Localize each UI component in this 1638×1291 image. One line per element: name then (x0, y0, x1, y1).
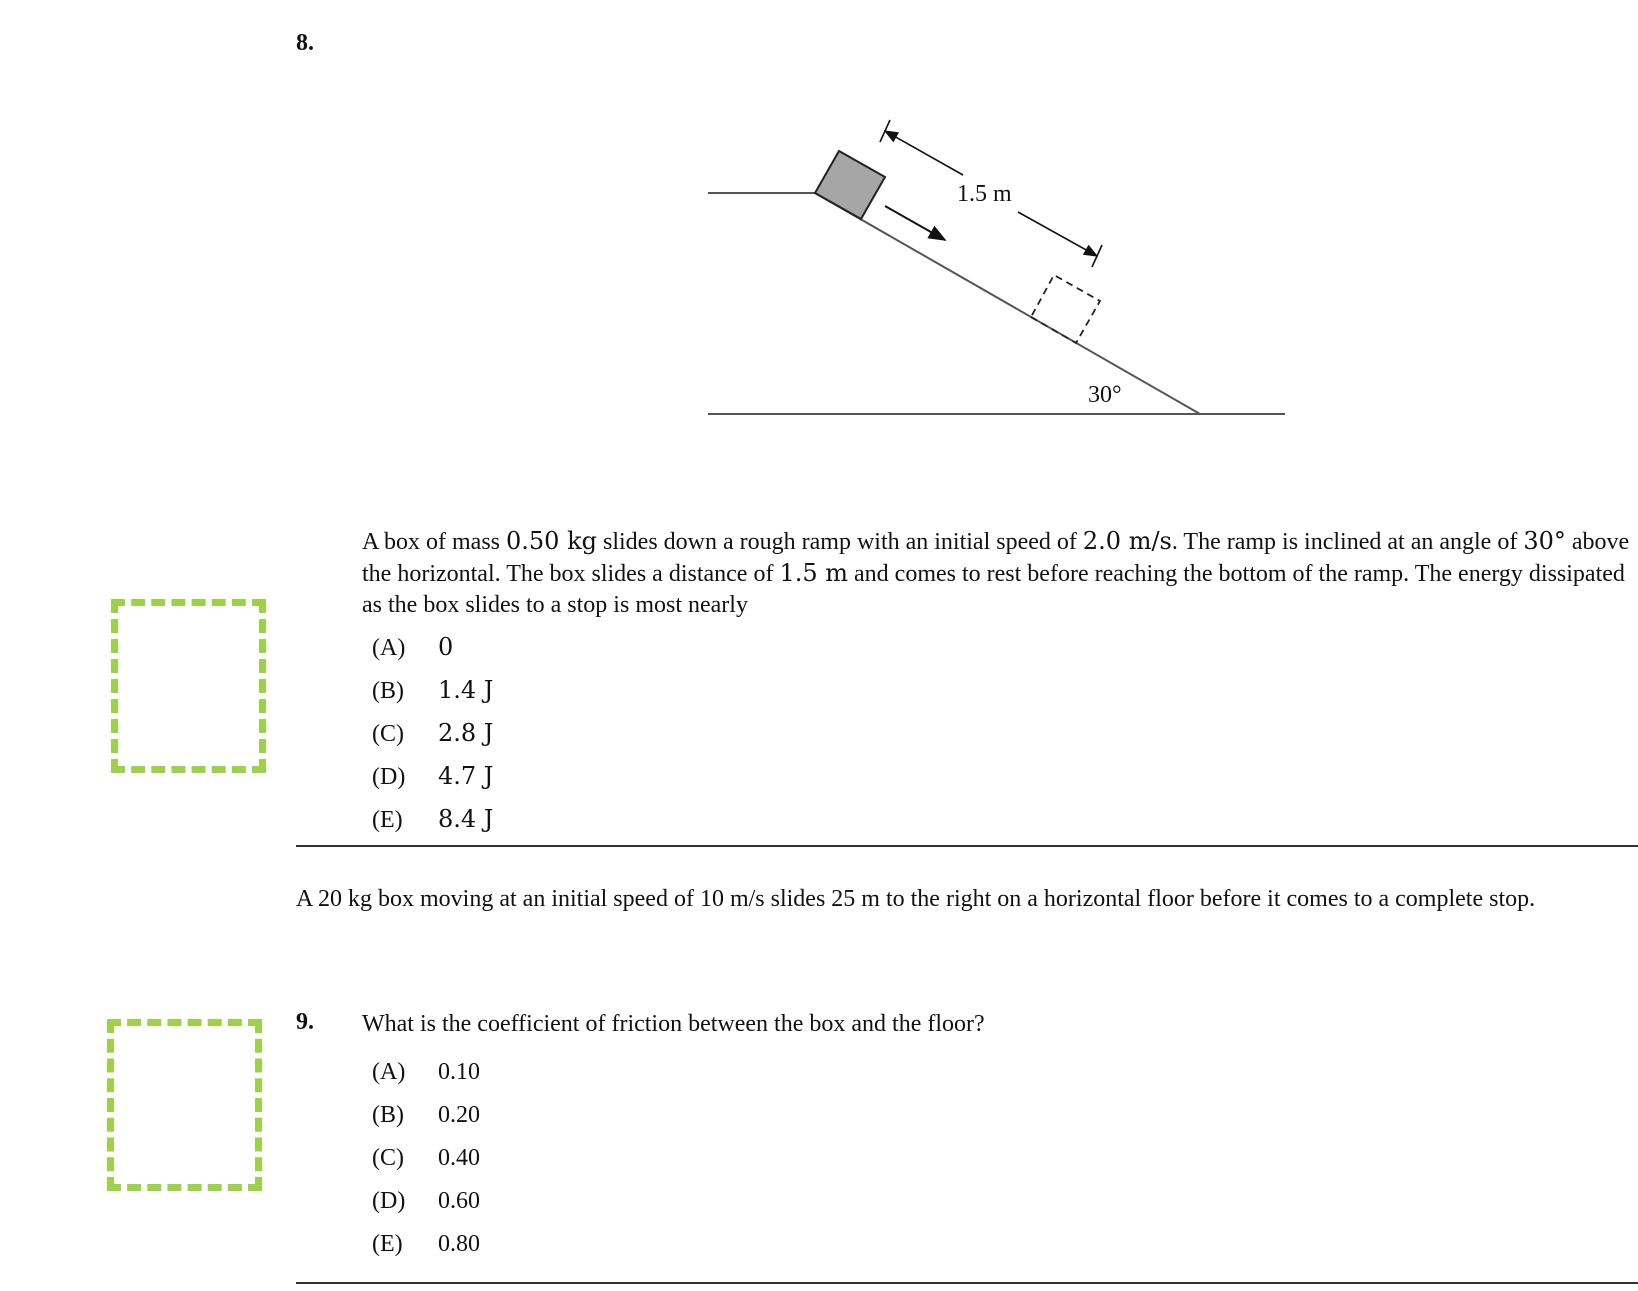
question-9-text: What is the coefficient of friction between the box and the floor? (362, 1011, 985, 1037)
question-9-number: 9. (296, 1009, 314, 1035)
q8-choice-a[interactable]: (A) 0 (372, 633, 454, 661)
motion-arrow (885, 206, 945, 240)
q9-choice-e[interactable]: (E) 0.80 (372, 1231, 480, 1257)
ramp-figure (0, 0, 1638, 450)
question-8-number: 8. (296, 30, 314, 56)
box-solid (815, 151, 885, 219)
q9-choice-b[interactable]: (B) 0.20 (372, 1102, 480, 1128)
q8-choice-d[interactable]: (D) 4.7 J (372, 762, 494, 790)
q8-choice-c[interactable]: (C) 2.8 J (372, 719, 494, 747)
q8-choice-e[interactable]: (E) 8.4 J (372, 805, 494, 833)
q8-choice-b[interactable]: (B) 1.4 J (372, 676, 494, 704)
dimension-tick-end (1092, 245, 1102, 267)
dimension-tick-start (880, 120, 890, 142)
shared-stem: A 20 kg box moving at an initial speed of 10 m/s slides 25 m to the right on a horizontal floor before it comes to a complete stop. (296, 886, 1536, 912)
dimension-line-lower (1018, 212, 1097, 256)
answer-box-q9[interactable] (107, 1019, 262, 1191)
incline-line (815, 193, 1200, 414)
distance-label: 1.5 m (957, 181, 1012, 207)
question-8-stem: A box of mass 0.50 kg slides down a rough ramp with an initial speed of 2.0 m/s. The ramp is inclined at an angle of 30° above the horizontal. The box slides a distance of 1.5 m and comes to rest before reaching the bottom of the ramp. The energy dissipated as the box slides to a stop is most nearly (362, 527, 1630, 618)
q9-choice-c[interactable]: (C) 0.40 (372, 1145, 480, 1171)
q9-choice-d[interactable]: (D) 0.60 (372, 1188, 480, 1214)
dimension-line-upper (885, 131, 963, 175)
divider-rule (296, 845, 1638, 847)
divider-rule-bottom (296, 1282, 1638, 1284)
box-dashed (1031, 275, 1100, 343)
angle-label: 30° (1088, 382, 1122, 408)
q9-choice-a[interactable]: (A) 0.10 (372, 1059, 480, 1085)
answer-box-q8[interactable] (111, 599, 266, 773)
